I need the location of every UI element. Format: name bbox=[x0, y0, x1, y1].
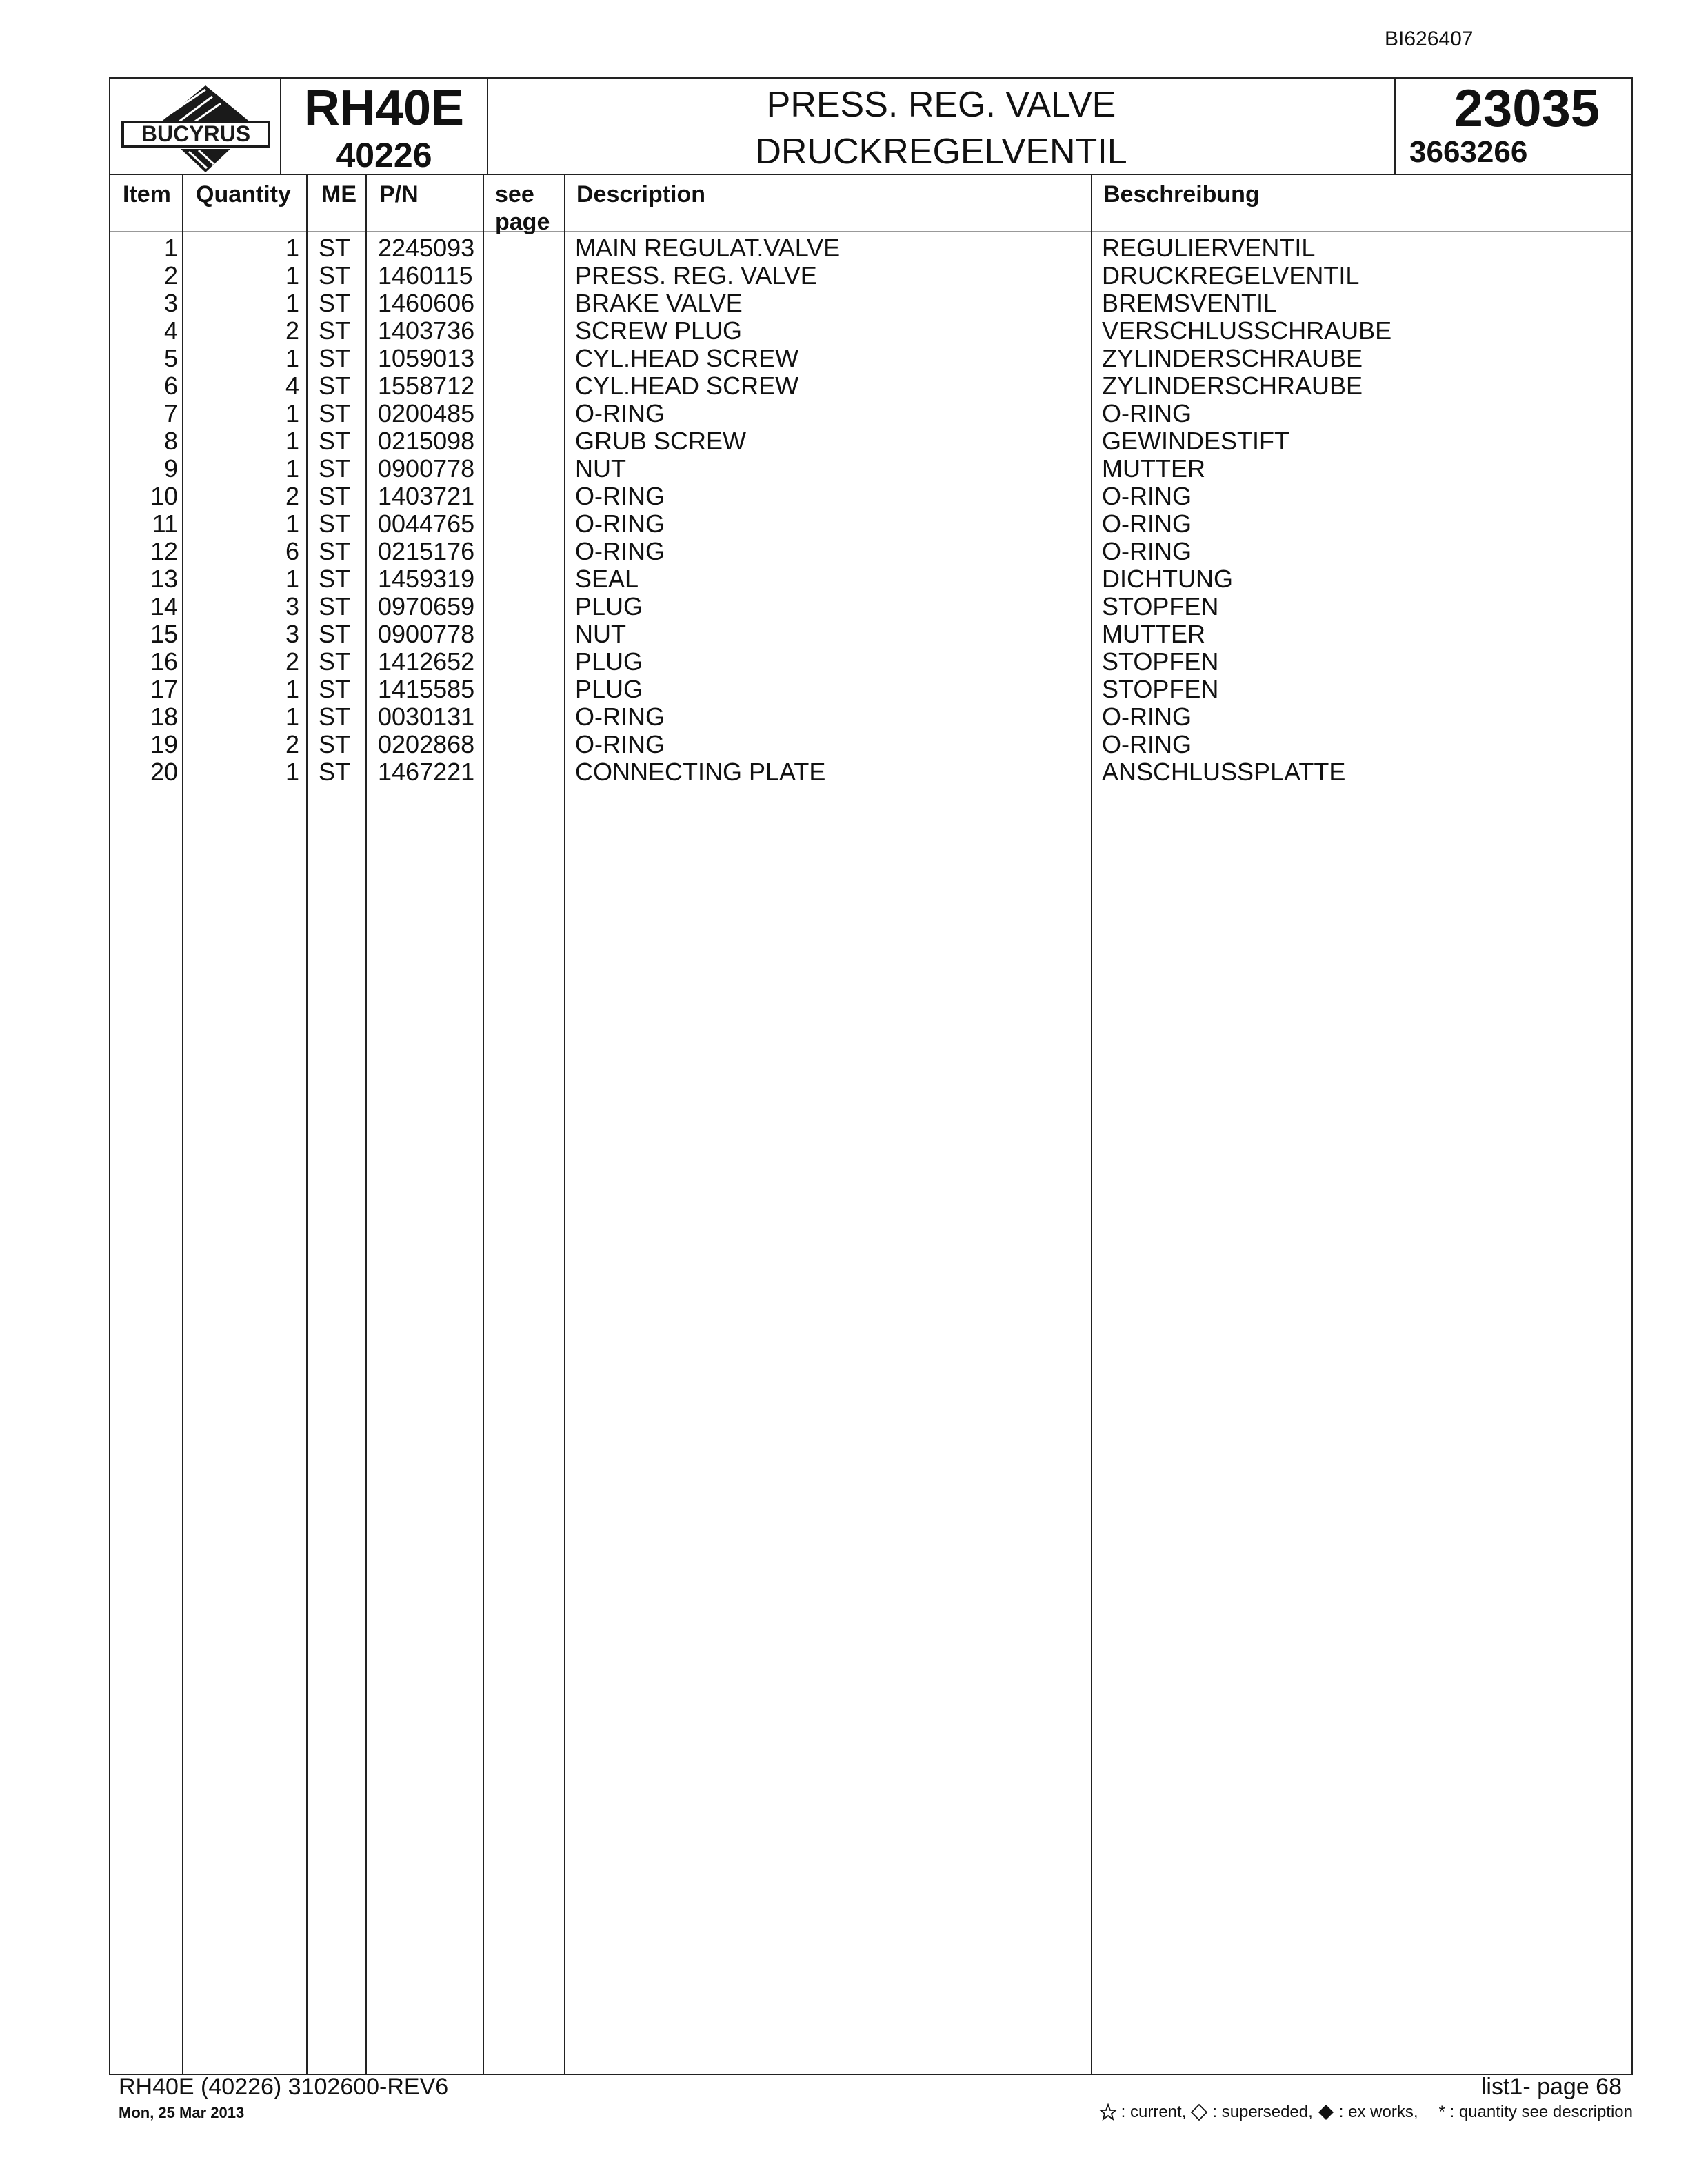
cell-part-number: 0215098 bbox=[378, 427, 475, 455]
cell-beschreibung: STOPFEN bbox=[1102, 675, 1219, 703]
cell-description: O-RING bbox=[575, 399, 665, 427]
cell-description: PLUG bbox=[575, 675, 643, 703]
cell-part-number: 0900778 bbox=[378, 454, 475, 483]
model-number: RH40E bbox=[303, 81, 465, 136]
cell-quantity: 1 bbox=[285, 675, 299, 703]
cell-description: O-RING bbox=[575, 482, 665, 510]
cell-description: SEAL bbox=[575, 565, 639, 593]
cell-me: ST bbox=[319, 730, 351, 758]
cell-item: 10 bbox=[150, 482, 178, 510]
table-row bbox=[110, 731, 1631, 758]
cell-description: CYL.HEAD SCREW bbox=[575, 344, 799, 372]
parts-table-body bbox=[110, 234, 1631, 786]
group-cell bbox=[1396, 79, 1634, 174]
cell-part-number: 1467221 bbox=[378, 758, 475, 786]
cell-quantity: 4 bbox=[285, 372, 299, 400]
cell-description: GRUB SCREW bbox=[575, 427, 747, 455]
cell-item: 7 bbox=[163, 399, 178, 427]
cell-me: ST bbox=[319, 565, 351, 593]
cell-description: O-RING bbox=[575, 509, 665, 538]
cell-me: ST bbox=[319, 316, 351, 345]
cell-quantity: 2 bbox=[285, 482, 299, 510]
cell-part-number: 0970659 bbox=[378, 592, 475, 620]
see-label: see bbox=[495, 181, 534, 208]
table-row bbox=[110, 510, 1631, 538]
cell-part-number: 0202868 bbox=[378, 730, 475, 758]
cell-item: 15 bbox=[150, 620, 178, 648]
table-row bbox=[110, 317, 1631, 345]
table-row bbox=[110, 565, 1631, 593]
cell-quantity: 1 bbox=[285, 454, 299, 483]
cell-quantity: 1 bbox=[285, 702, 299, 731]
serial-number: 40226 bbox=[336, 136, 432, 174]
cell-item: 13 bbox=[150, 565, 178, 593]
cell-quantity: 1 bbox=[285, 427, 299, 455]
cell-item: 3 bbox=[163, 289, 178, 317]
cell-quantity: 1 bbox=[285, 565, 299, 593]
cell-item: 8 bbox=[163, 427, 178, 455]
cell-me: ST bbox=[319, 482, 351, 510]
cell-beschreibung: ANSCHLUSSPLATTE bbox=[1102, 758, 1346, 786]
cell-me: ST bbox=[319, 427, 351, 455]
cell-me: ST bbox=[319, 344, 351, 372]
footer-date: Mon, 25 Mar 2013 bbox=[119, 2104, 245, 2121]
cell-beschreibung: ZYLINDERSCHRAUBE bbox=[1102, 344, 1363, 372]
cell-part-number: 1460115 bbox=[378, 261, 473, 290]
legend-current: : current, bbox=[1121, 2103, 1187, 2121]
cell-me: ST bbox=[319, 399, 351, 427]
footer-document-ref: RH40E (40226) 3102600-REV6 bbox=[119, 2074, 449, 2100]
cell-description: O-RING bbox=[575, 537, 665, 565]
column-header-row bbox=[110, 175, 1631, 235]
cell-me: ST bbox=[319, 372, 351, 400]
table-row bbox=[110, 483, 1631, 510]
cell-quantity: 1 bbox=[285, 399, 299, 427]
table-row bbox=[110, 345, 1631, 372]
table-row bbox=[110, 234, 1631, 262]
title-german: DRUCKREGELVENTIL bbox=[755, 132, 1127, 172]
table-row bbox=[110, 400, 1631, 427]
cell-description: NUT bbox=[575, 620, 626, 648]
cell-description: BRAKE VALVE bbox=[575, 289, 743, 317]
page-label: page bbox=[495, 209, 550, 235]
cell-quantity: 3 bbox=[285, 620, 299, 648]
cell-description: CYL.HEAD SCREW bbox=[575, 372, 799, 400]
footer-page-number: list1- page 68 bbox=[1480, 2074, 1622, 2100]
document-id: BI626407 bbox=[1385, 28, 1474, 50]
cell-beschreibung: O-RING bbox=[1102, 702, 1192, 731]
cell-beschreibung: STOPFEN bbox=[1102, 647, 1219, 676]
table-row bbox=[110, 620, 1631, 648]
cell-beschreibung: REGULIERVENTIL bbox=[1102, 234, 1316, 262]
cell-item: 12 bbox=[150, 537, 178, 565]
cell-description: PLUG bbox=[575, 647, 643, 676]
table-row bbox=[110, 758, 1631, 786]
cell-item: 17 bbox=[150, 675, 178, 703]
cell-me: ST bbox=[319, 758, 351, 786]
cell-beschreibung: O-RING bbox=[1102, 537, 1192, 565]
cell-beschreibung: DRUCKREGELVENTIL bbox=[1102, 261, 1360, 290]
cell-me: ST bbox=[319, 675, 351, 703]
cell-beschreibung: O-RING bbox=[1102, 399, 1192, 427]
cell-part-number: 1415585 bbox=[378, 675, 475, 703]
title-cell bbox=[488, 79, 1396, 174]
table-row bbox=[110, 703, 1631, 731]
bucyrus-logo bbox=[117, 80, 274, 174]
table-row bbox=[110, 593, 1631, 620]
cell-description: O-RING bbox=[575, 730, 665, 758]
cell-me: ST bbox=[319, 620, 351, 648]
cell-description: O-RING bbox=[575, 702, 665, 731]
cell-part-number: 1403721 bbox=[378, 482, 475, 510]
cell-me: ST bbox=[319, 234, 351, 262]
legend-superseded: : superseded, bbox=[1212, 2103, 1313, 2121]
cell-description: NUT bbox=[575, 454, 626, 483]
cell-item: 16 bbox=[150, 647, 178, 676]
column-header-description: Description bbox=[576, 181, 706, 208]
cell-beschreibung: O-RING bbox=[1102, 482, 1192, 510]
cell-quantity: 2 bbox=[285, 730, 299, 758]
cell-beschreibung: O-RING bbox=[1102, 730, 1192, 758]
cell-description: SCREW PLUG bbox=[575, 316, 743, 345]
cell-part-number: 2245093 bbox=[378, 234, 475, 262]
cell-quantity: 1 bbox=[285, 509, 299, 538]
column-header-pn: P/N bbox=[379, 181, 419, 208]
cell-quantity: 1 bbox=[285, 234, 299, 262]
diamond-filled-icon bbox=[1317, 2103, 1335, 2121]
cell-part-number: 1460606 bbox=[378, 289, 475, 317]
cell-item: 6 bbox=[163, 372, 178, 400]
cell-beschreibung: STOPFEN bbox=[1102, 592, 1219, 620]
table-row bbox=[110, 538, 1631, 565]
column-header-quantity: Quantity bbox=[196, 181, 291, 208]
logo-cell bbox=[110, 79, 281, 174]
cell-quantity: 2 bbox=[285, 647, 299, 676]
cell-beschreibung: VERSCHLUSSCHRAUBE bbox=[1102, 316, 1392, 345]
table-row bbox=[110, 455, 1631, 483]
cell-beschreibung: O-RING bbox=[1102, 509, 1192, 538]
title-block bbox=[110, 79, 1631, 175]
table-row bbox=[110, 372, 1631, 400]
cell-part-number: 1403736 bbox=[378, 316, 475, 345]
legend-ex-works: : ex works, bbox=[1338, 2103, 1418, 2121]
group-number: 23035 bbox=[1454, 79, 1600, 138]
cell-quantity: 6 bbox=[285, 537, 299, 565]
cell-item: 19 bbox=[150, 730, 178, 758]
table-row bbox=[110, 676, 1631, 703]
cell-beschreibung: MUTTER bbox=[1102, 454, 1205, 483]
table-row bbox=[110, 648, 1631, 676]
svg-text:BUCYRUS: BUCYRUS bbox=[141, 121, 251, 146]
legend-quantity: * : quantity see description bbox=[1438, 2103, 1633, 2121]
cell-item: 20 bbox=[150, 758, 178, 786]
cell-quantity: 1 bbox=[285, 344, 299, 372]
cell-me: ST bbox=[319, 647, 351, 676]
cell-description: MAIN REGULAT.VALVE bbox=[575, 234, 841, 262]
diamond-outline-icon bbox=[1190, 2103, 1208, 2121]
cell-me: ST bbox=[319, 454, 351, 483]
cell-me: ST bbox=[319, 289, 351, 317]
cell-quantity: 2 bbox=[285, 316, 299, 345]
cell-part-number: 0200485 bbox=[378, 399, 475, 427]
cell-item: 4 bbox=[163, 316, 178, 345]
cell-me: ST bbox=[319, 509, 351, 538]
cell-beschreibung: DICHTUNG bbox=[1102, 565, 1233, 593]
cell-item: 2 bbox=[163, 261, 178, 290]
cell-description: PLUG bbox=[575, 592, 643, 620]
cell-item: 11 bbox=[152, 509, 178, 538]
cell-beschreibung: BREMSVENTIL bbox=[1102, 289, 1278, 317]
cell-part-number: 1412652 bbox=[378, 647, 475, 676]
cell-me: ST bbox=[319, 592, 351, 620]
cell-beschreibung: GEWINDESTIFT bbox=[1102, 427, 1289, 455]
cell-description: PRESS. REG. VALVE bbox=[575, 261, 817, 290]
cell-me: ST bbox=[319, 261, 351, 290]
assembly-part-number: 3663266 bbox=[1409, 135, 1528, 169]
cell-beschreibung: ZYLINDERSCHRAUBE bbox=[1102, 372, 1363, 400]
title-english: PRESS. REG. VALVE bbox=[766, 85, 1116, 125]
table-row bbox=[110, 290, 1631, 317]
cell-beschreibung: MUTTER bbox=[1102, 620, 1205, 648]
cell-quantity: 1 bbox=[285, 289, 299, 317]
cell-part-number: 0215176 bbox=[378, 537, 475, 565]
cell-item: 5 bbox=[163, 344, 178, 372]
column-header-beschreibung: Beschreibung bbox=[1103, 181, 1260, 208]
parts-list-frame bbox=[109, 77, 1633, 2075]
cell-item: 14 bbox=[150, 592, 178, 620]
cell-me: ST bbox=[319, 537, 351, 565]
cell-quantity: 1 bbox=[285, 758, 299, 786]
column-header-me: ME bbox=[321, 181, 356, 208]
cell-part-number: 0044765 bbox=[378, 509, 475, 538]
column-header-item: Item bbox=[123, 181, 171, 208]
star-outline-icon bbox=[1099, 2103, 1117, 2121]
cell-part-number: 0030131 bbox=[378, 702, 475, 731]
legend bbox=[1099, 2103, 1633, 2122]
cell-part-number: 1558712 bbox=[378, 372, 475, 400]
cell-item: 1 bbox=[163, 234, 178, 262]
table-row bbox=[110, 427, 1631, 455]
cell-description: CONNECTING PLATE bbox=[575, 758, 826, 786]
model-cell bbox=[281, 79, 488, 174]
cell-item: 9 bbox=[163, 454, 178, 483]
cell-part-number: 1459319 bbox=[378, 565, 475, 593]
cell-quantity: 3 bbox=[285, 592, 299, 620]
table-row bbox=[110, 262, 1631, 290]
cell-part-number: 1059013 bbox=[378, 344, 475, 372]
cell-quantity: 1 bbox=[285, 261, 299, 290]
cell-me: ST bbox=[319, 702, 351, 731]
column-header-see-page bbox=[495, 181, 550, 236]
cell-item: 18 bbox=[150, 702, 178, 731]
cell-part-number: 0900778 bbox=[378, 620, 475, 648]
